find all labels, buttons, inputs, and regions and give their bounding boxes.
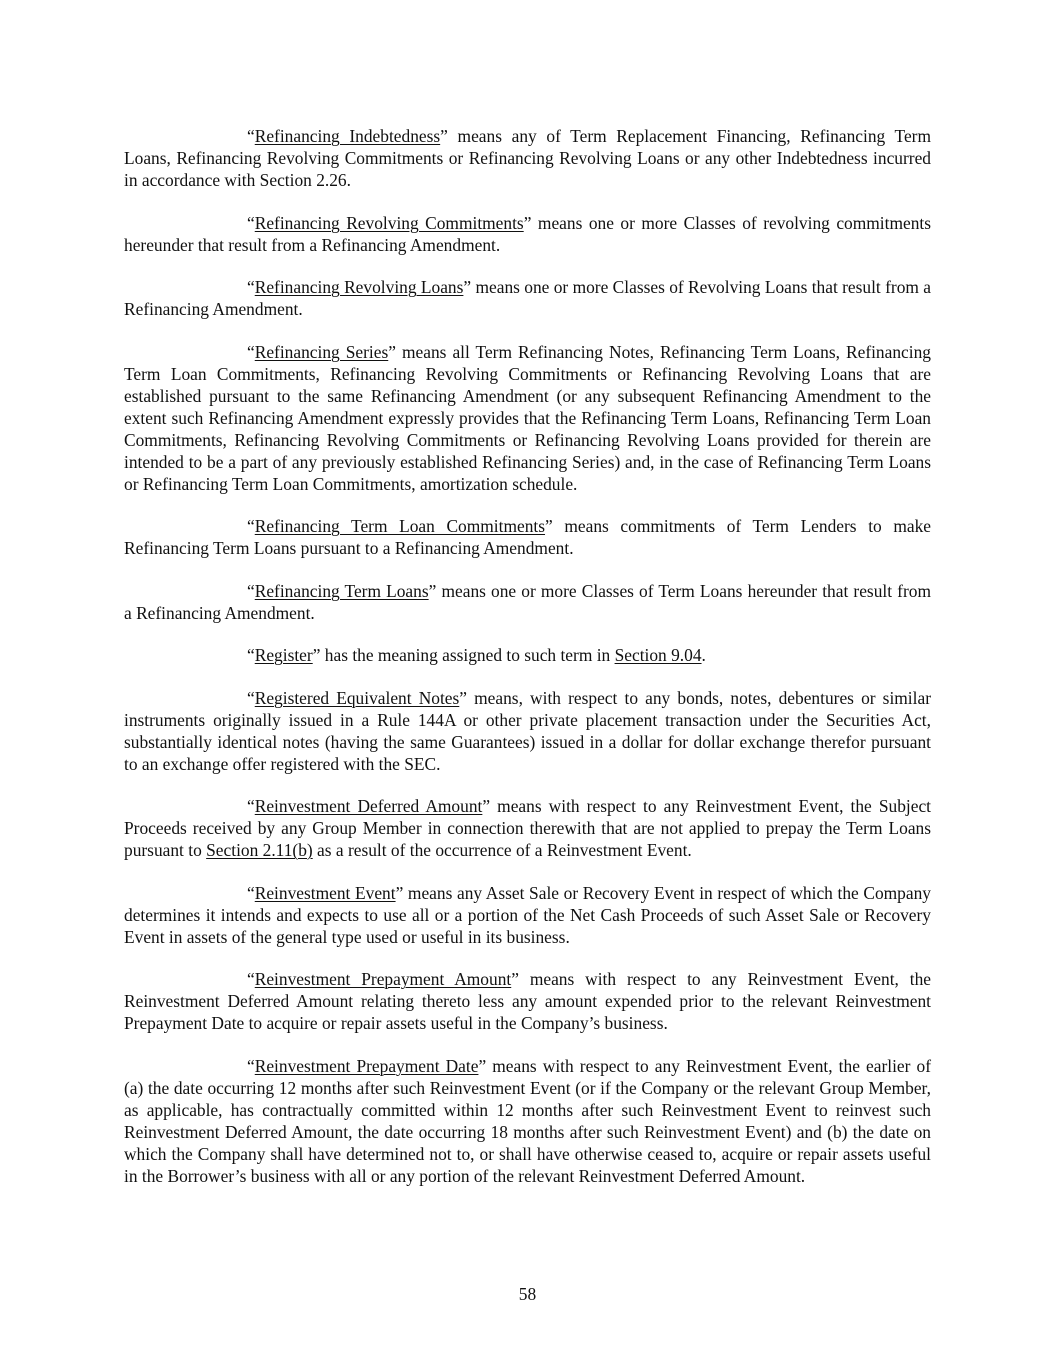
definition-text: has the meaning assigned to such term in [320,645,615,665]
definition-text: means any of Term Replacement Financing, Refinancing Term Loans, Refinancing Revolving Commitments or Refinancing Revolving Loans or any other Indebtedness incurred in accordance with Section 2.26. [124,126,932,190]
definition-reinvestment-event [124,882,931,948]
definition-text: means commitments of Term Lenders to make Refinancing Term Loans pursuant to a Refinancing Amendment. [124,516,932,558]
open-quote: “ [247,882,255,903]
definition-refinancing-revolving-loans [124,276,931,320]
open-quote: “ [247,796,255,816]
definition-refinancing-term-loans [124,580,931,624]
defined-term: Refinancing Revolving Loans [254,277,464,297]
definition-reinvestment-prepayment-amount [124,968,931,1034]
definition-text: means with respect to any Reinvestment Event, the earlier of (a) the date occurring 12 months after such Reinvestment Event (or if the Company or the relevant Group Member, as applicable, has contractually committed within 12 months after such Reinvestment Event to reinvest such Reinvestment Deferred Amount, the date occurring 18 months after such Reinvestment Event) and (b) the date on which the Company shall have determined not to, or shall have otherwise ceased to, acquire or repair assets useful in the Borrower’s business with all or any portion of the relevant Reinvestment Deferred Amount. [124,1055,931,1186]
definition-text: means all Term Refinancing Notes, Refinancing Term Loans, Refinancing Term Loan Commitments, Refinancing Revolving Commitments or Refinancing Revolving Loans that are established pursuant to the same Refinancing Amendment (or any subsequent Refinancing Amendment to the extent such Refinancing Amendment expressly provides that the Refinancing Term Loans, Refinancing Term Loan Commitments, Refinancing Revolving Commitments or Refinancing Revolving Loans provided for therein are intended to be a part of any previously established Refinancing Series) and, in the case of Refinancing Term Loans or Refinancing Term Loan Commitments, amortization schedule. [124,341,931,494]
close-quote: ” [523,212,532,233]
page-number: 58 [518,1284,537,1304]
definition-text: means with respect to any Reinvestment Event, the Subject Proceeds received by any Group Member in connection therewith that are not applied to prepay the Term Loans pursuant to [124,796,931,860]
defined-term: Reinvestment Event [254,882,396,903]
close-quote: ” [388,341,396,362]
open-quote: “ [247,645,255,665]
close-quote: ” [511,969,519,989]
open-quote: “ [247,516,255,536]
close-quote: ” [312,645,321,665]
document-page [124,125,931,1207]
close-quote: ” [440,126,448,146]
definition-refinancing-series [124,341,931,495]
definition-text: means one or more Classes of Term Loans hereunder that result from a Refinancing Amendment. [124,580,931,623]
open-quote: “ [247,126,255,146]
definition-text-end: as a result of the occurrence of a Reinvestment Event. [312,840,692,860]
defined-term: Refinancing Term Loan Commitments [254,516,546,536]
close-quote: ” [545,516,553,536]
definition-text: means any Asset Sale or Recovery Event in respect of which the Company determines it intends and expects to use all or a portion of the Net Cash Proceeds of such Asset Sale or Recovery Event in assets of the general type used or useful in its business. [124,882,931,947]
open-quote: “ [247,1055,255,1076]
definition-register [124,644,931,666]
defined-term: Refinancing Series [254,341,389,362]
definition-refinancing-indebtedness [124,125,931,191]
open-quote: “ [247,580,255,601]
open-quote: “ [247,277,255,297]
close-quote: ” [428,580,437,601]
close-quote: ” [482,796,491,816]
definition-refinancing-term-loan-commitments [124,515,931,559]
open-quote: “ [247,212,255,233]
section-reference: Section 9.04 [614,645,702,665]
open-quote: “ [247,341,255,362]
definition-registered-equivalent-notes [124,687,931,775]
definition-reinvestment-prepayment-date [124,1055,931,1187]
defined-term: Refinancing Indebtedness [254,126,441,146]
definition-text: means one or more Classes of revolving commitments hereunder that result from a Refinancing Amendment. [124,212,931,255]
close-quote: ” [459,687,468,708]
defined-term: Reinvestment Prepayment Amount [254,969,512,989]
defined-term: Reinvestment Deferred Amount [254,796,483,816]
definition-refinancing-revolving-commitments [124,212,931,256]
open-quote: “ [247,969,255,989]
definition-text-end: . [701,645,706,665]
close-quote: ” [463,277,472,297]
definition-text: means, with respect to any bonds, notes, debentures or similar instruments originally issued in a Rule 144A or other private placement transaction under the Securities Act, substantially identical notes (having the same Guarantees) issued in a dollar for dollar exchange therefor pursuant to an exchange offer registered with the SEC. [124,687,931,774]
definition-reinvestment-deferred-amount [124,795,931,861]
close-quote: ” [478,1055,487,1076]
definition-text: means with respect to any Reinvestment Event, the Reinvestment Deferred Amount relating thereto less any amount expended prior to the relevant Reinvestment Prepayment Date to acquire or repair assets useful in the Company’s business. [124,969,932,1033]
defined-term: Refinancing Revolving Commitments [254,212,524,233]
defined-term: Registered Equivalent Notes [254,687,460,708]
definition-text: means one or more Classes of Revolving Loans that result from a Refinancing Amendment. [124,277,931,319]
defined-term: Reinvestment Prepayment Date [254,1055,479,1076]
section-reference: Section 2.11(b) [206,840,313,860]
close-quote: ” [395,882,404,903]
defined-term: Register [254,645,313,665]
defined-term: Refinancing Term Loans [254,580,429,601]
open-quote: “ [247,687,255,708]
